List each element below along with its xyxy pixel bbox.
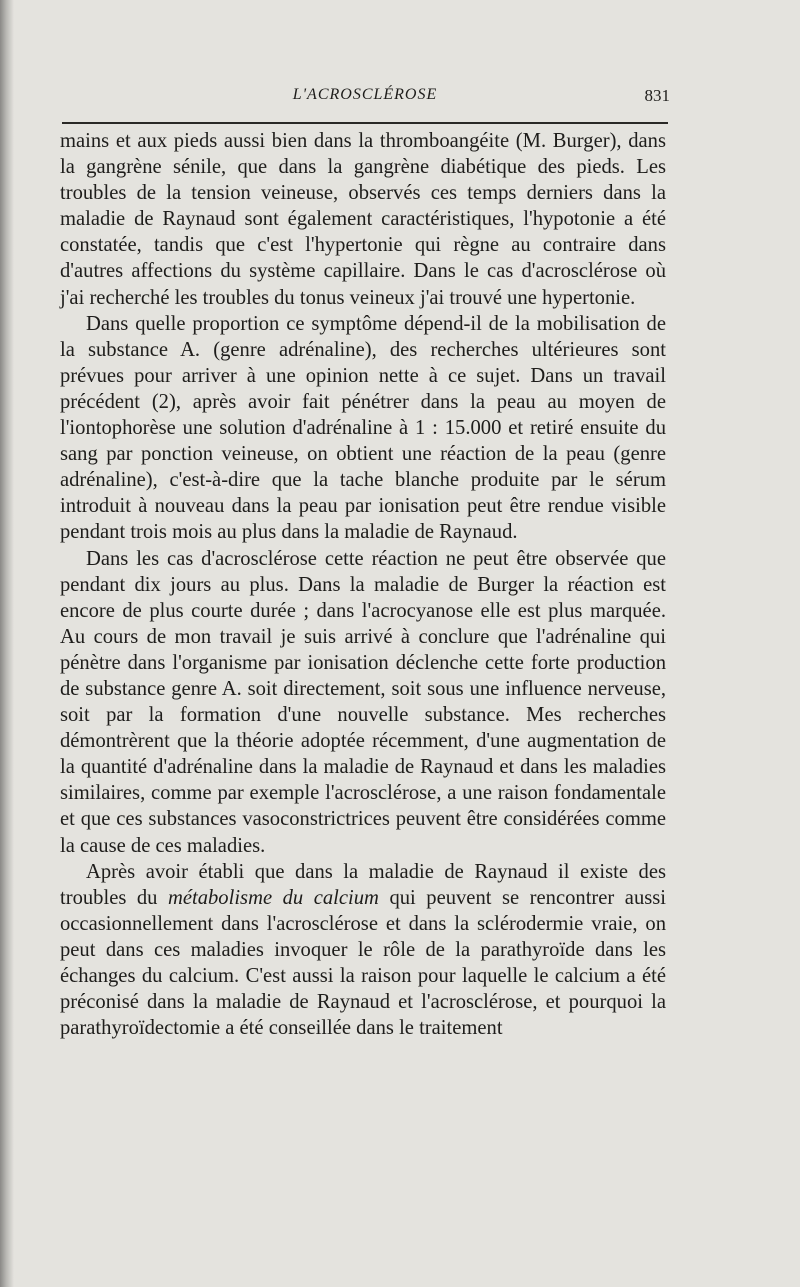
header-rule [62,122,668,124]
paragraph-continuation: mains et aux pieds aussi bien dans la thromboangéite (M. Burger), dans la gangrène sénile, que dans la gangrène diabétique des pieds. Les troubles de la tension veineuse, observés ces temps derniers dans la maladie de Raynaud sont également caractéristiques, l'hypotonie a été constatée, tandis que c'est l'hypertonie qui règne au contraire dans d'autres affections du système capillaire. Dans le cas d'acrosclérose où j'ai recherché les troubles du tonus veineux j'ai trouvé une hypertonie. [60,130,666,309]
running-head-title: L'ACROSCLÉROSE [292,86,438,103]
paragraph-calcium-end: qui peuvent se rencontrer aussi occasionnellement dans l'acrosclérose et dans la sclérodermie vraie, on peut dans ces maladies invoquer le rôle de la parathyroïde dans les échanges du calcium. C'est aussi la raison pour laquelle le calcium a été préconisé dans la maladie de Raynaud et l'acrosclérose, et pourquoi la parathyroïdectomie a été conseillée dans le traitement [60,886,666,1040]
page-number: 831 [644,86,670,105]
running-head [60,86,670,110]
paragraph-acrosclerose-reaction: Dans les cas d'acrosclérose cette réaction ne peut être observée que pendant dix jours au plus. Dans la maladie de Burger la réaction est encore de plus courte durée ; dans l'acrocyanose elle est plus marquée. Au cours de mon travail je suis arrivé à conclure que l'adrénaline qui pénètre dans l'organisme par ionisation déclenche cette forte production de substance genre A. soit directement, soit sous une influence nerveuse, soit par la formation d'une nouvelle substance. Mes recherches démontrèrent que la théorie adoptée récemment, d'une augmentation de la quantité d'adrénaline dans la maladie de Raynaud et dans les maladies similaires, comme par exemple l'acrosclérose, a une raison fondamentale et que ces substances vasoconstrictrices peuvent être considérées comme la cause de ces maladies. [60,547,666,857]
paragraph-calcium-start: Après avoir établi que dans la maladie de Raynaud il existe des troubles du [60,860,666,909]
emphasis-calcium-metabolism: métabolisme du calcium [167,886,379,909]
body-text [60,128,666,1041]
paragraph-calcium [60,859,666,1042]
paragraph-substance-a: Dans quelle proportion ce symptôme dépend-il de la mobilisation de la substance A. (genre adrénaline), des recherches ultérieures sont prévues pour arriver à une opinion nette à ce sujet. Dans un travail précédent (2), après avoir fait pénétrer dans la peau au moyen de l'iontophorèse une solution d'adrénaline à 1 : 15.000 et retiré ensuite du sang par ponction veineuse, on obtient une réaction de la peau (genre adrénaline), c'est-à-dire que la tache blanche produite par le sérum introduit à nouveau dans la peau par ionisation peut être rendue visible pendant trois mois au plus dans la maladie de Raynaud. [60,312,666,544]
